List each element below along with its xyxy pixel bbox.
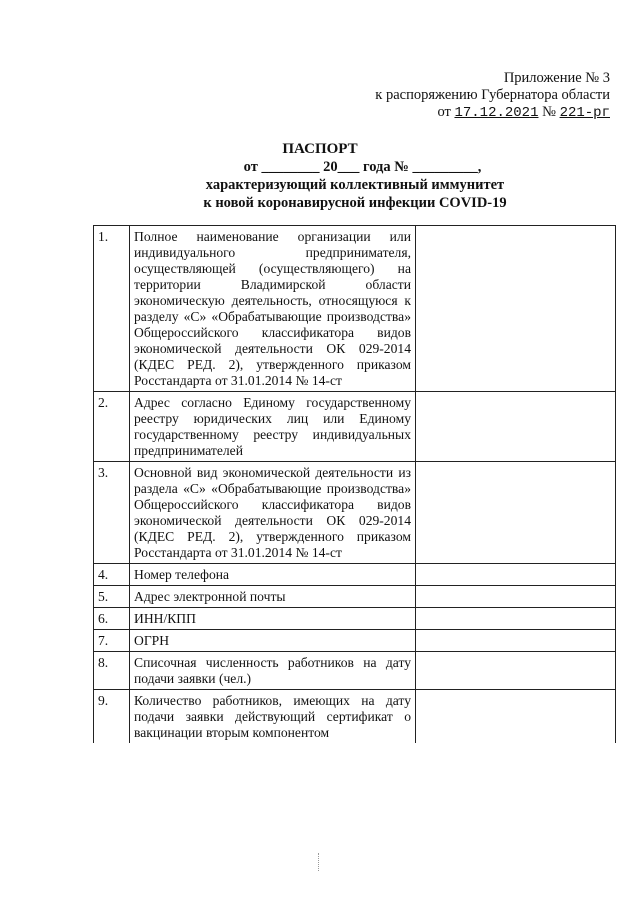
table-row — [94, 608, 616, 630]
appendix-number-prefix: № — [538, 104, 560, 120]
row-label: Основной вид экономической деятельности из раздела «С» «Обрабатывающие производства» Общероссийского классификатора видов экономической деятельности ОК 029-2014 (КДЕС РЕД. 2), утвержденного приказом Росстандарта от 31.01.2014 № 14-ст — [130, 462, 416, 564]
appendix-number: Приложение № 3 — [503, 70, 610, 86]
row-value-field[interactable] — [416, 586, 616, 608]
table-row — [94, 586, 616, 608]
table-row — [94, 392, 616, 462]
title-subject-cont: к новой коронавирусной инфекции COVID-19 — [203, 195, 507, 211]
row-label: Списочная численность работников на дату подачи заявки (чел.) — [130, 652, 416, 690]
appendix-date-prefix: от — [437, 104, 455, 120]
row-label: ОГРН — [130, 630, 416, 652]
row-value-field[interactable] — [416, 690, 616, 744]
scan-mark — [318, 853, 321, 871]
row-number: 9. — [94, 690, 130, 744]
row-label: Количество работников, имеющих на дату подачи заявки действующий сертификат о вакцинации вторым компонентом — [130, 690, 416, 744]
row-number: 6. — [94, 608, 130, 630]
row-value-field[interactable] — [416, 630, 616, 652]
row-label: ИНН/КПП — [130, 608, 416, 630]
row-number: 1. — [94, 226, 130, 392]
title-subject: характеризующий коллективный иммунитет — [205, 177, 505, 193]
row-value-field[interactable] — [416, 226, 616, 392]
table-row — [94, 690, 616, 744]
row-number: 7. — [94, 630, 130, 652]
row-value-field[interactable] — [416, 564, 616, 586]
row-number: 5. — [94, 586, 130, 608]
row-number: 3. — [94, 462, 130, 564]
row-label: Адрес согласно Единому государственному реестру юридических лиц или Единому государственному реестру индивидуальных предпринимателей — [130, 392, 416, 462]
table-row — [94, 226, 616, 392]
table-row — [94, 652, 616, 690]
passport-table — [93, 225, 616, 743]
appendix-date: 17.12.2021 — [454, 105, 539, 121]
row-value-field[interactable] — [416, 392, 616, 462]
title-passport: ПАСПОРТ — [282, 141, 358, 157]
row-label: Полное наименование организации или индивидуального предпринимателя, осуществляющей (осуществляющего) на территории Владимирской области экономическую деятельность, относящуюся к разделу «С» «Обрабатывающие производства» Общероссийского классификатора видов экономической деятельности ОК 029-2014 (КДЕС РЕД. 2), утвержденного приказом Росстандарта от 31.01.2014 № 14-ст — [130, 226, 416, 392]
row-value-field[interactable] — [416, 462, 616, 564]
appendix-date-line — [375, 104, 610, 122]
row-number: 8. — [94, 652, 130, 690]
title-date-number: от ________ 20___ года № _________, — [243, 159, 482, 175]
row-label: Номер телефона — [130, 564, 416, 586]
row-number: 2. — [94, 392, 130, 462]
row-number: 4. — [94, 564, 130, 586]
row-value-field[interactable] — [416, 608, 616, 630]
document-title — [0, 140, 640, 212]
row-value-field[interactable] — [416, 652, 616, 690]
appendix-order-number: 221-рг — [559, 105, 610, 121]
table-row — [94, 630, 616, 652]
table-row — [94, 564, 616, 586]
row-label: Адрес электронной почты — [130, 586, 416, 608]
table-row — [94, 462, 616, 564]
appendix-reference: к распоряжению Губернатора области — [375, 87, 610, 103]
appendix-header — [375, 70, 610, 122]
